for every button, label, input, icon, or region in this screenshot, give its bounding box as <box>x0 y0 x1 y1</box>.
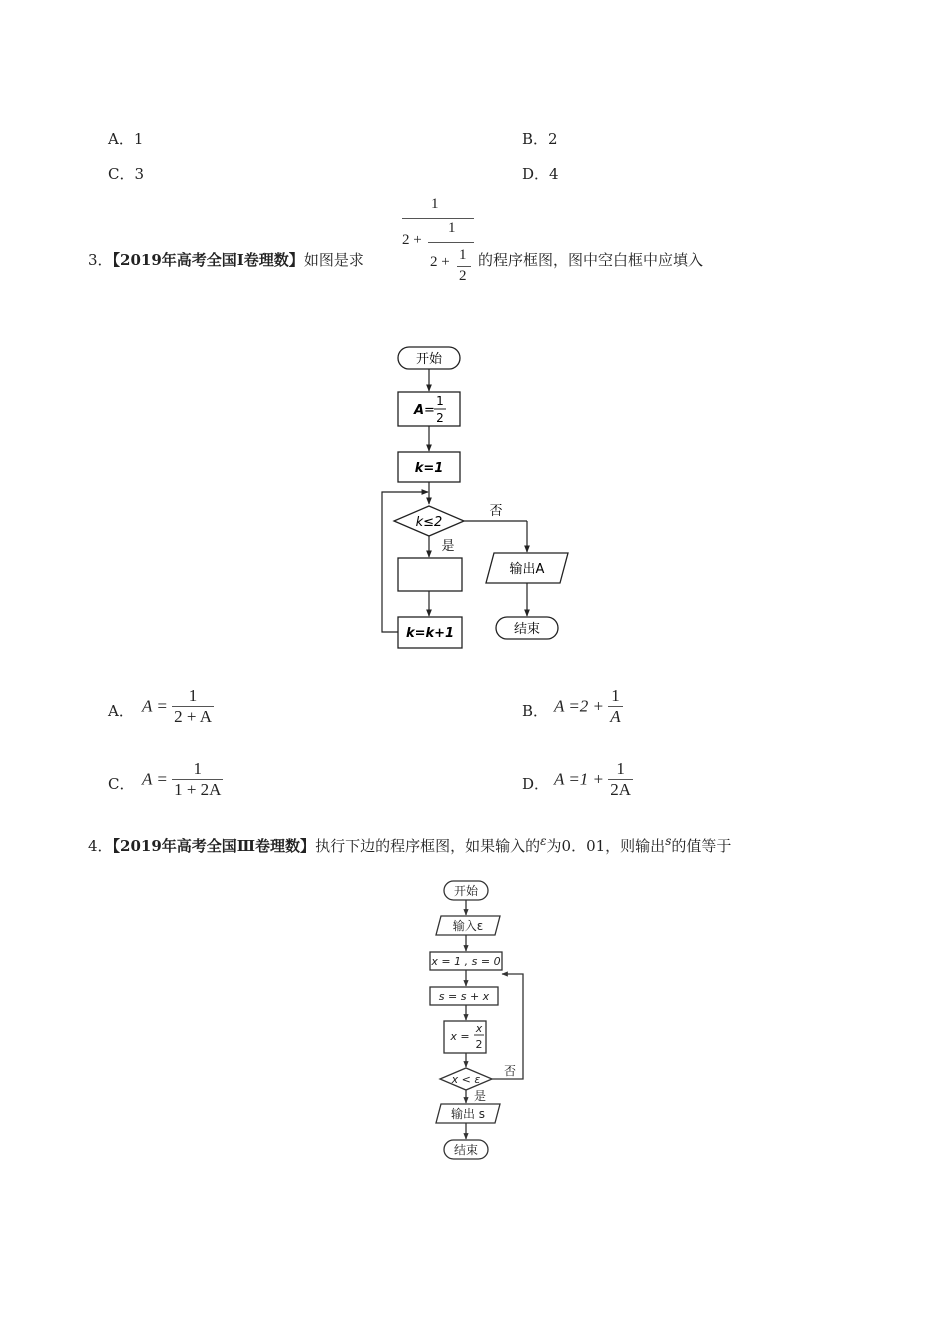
question-number: 4． <box>88 837 113 855</box>
q3-option-c-formula <box>142 759 223 800</box>
update-x-den: 2 <box>475 1038 483 1051</box>
flowchart-q3 <box>370 340 610 660</box>
decision-label: k≤2 <box>415 515 443 530</box>
fraction-bar-1 <box>402 218 474 219</box>
decision-label: x < ε <box>451 1073 481 1086</box>
option-c: C．3 <box>108 165 145 183</box>
option-label: C． <box>108 775 135 793</box>
formula-lhs: A =2 + <box>554 696 605 716</box>
no-label: 否 <box>504 1064 517 1078</box>
output-label: 输出 s <box>450 1107 486 1121</box>
assign-a-eq: = <box>424 403 435 418</box>
assign-a-lhs: A <box>414 403 425 418</box>
end-label: 结束 <box>513 622 541 637</box>
start-label: 开始 <box>415 352 443 367</box>
numerator-3: 1 <box>459 247 467 263</box>
question-number: 3． <box>88 251 113 269</box>
assign-k-label: k=1 <box>414 461 444 476</box>
option-label: D． <box>522 775 550 793</box>
formula-num: 1 <box>193 759 202 778</box>
q3-option-b <box>522 700 548 721</box>
formula-num: 1 <box>616 759 625 778</box>
q3-option-d <box>522 773 549 794</box>
input-label: 输入ε <box>452 919 484 933</box>
init-label: x = 1 , s = 0 <box>431 955 501 968</box>
numerator-2: 1 <box>448 220 456 236</box>
q3-option-a-formula <box>142 686 214 727</box>
expr-two-plus-2: 2 + <box>430 254 450 270</box>
q3-option-a <box>108 700 134 721</box>
end-label: 结束 <box>453 1143 479 1157</box>
q3-option-c <box>108 773 134 794</box>
output-label: 输出A <box>509 562 545 577</box>
flowchart-q4 <box>420 875 560 1165</box>
epsilon-symbol: ε <box>540 834 547 848</box>
update-x-lhs: x = <box>450 1030 470 1043</box>
q3-option-d-formula <box>554 759 633 800</box>
expr-two-plus-1: 2 + <box>402 232 422 248</box>
no-label: 否 <box>489 504 503 519</box>
option-label: B． <box>522 702 549 720</box>
question-text-3: 的值等于 <box>671 837 732 855</box>
formula-lhs: A = <box>142 696 168 716</box>
increment-label: k=k+1 <box>405 626 455 641</box>
formula-den: A <box>610 707 621 726</box>
start-label: 开始 <box>453 884 479 898</box>
yes-label: 是 <box>474 1089 487 1103</box>
option-a: A．1 <box>108 130 144 148</box>
formula-den: 2A <box>610 780 632 799</box>
update-s-label: s = s + x <box>438 990 490 1003</box>
question-3-stem <box>88 249 364 270</box>
update-x-num: x <box>475 1022 483 1035</box>
option-label: A． <box>108 702 134 720</box>
s-symbol: s <box>665 834 672 848</box>
formula-lhs: A = <box>142 769 168 789</box>
fraction-bar-2 <box>428 242 474 243</box>
question-4-stem <box>88 834 731 856</box>
formula-num: 1 <box>611 686 620 705</box>
question-text-2: 为0．01，则输出 <box>546 837 666 855</box>
option-d: D．4 <box>522 165 559 183</box>
yes-label: 是 <box>441 539 455 554</box>
numerator-1: 1 <box>431 196 439 212</box>
assign-a-num: 1 <box>436 394 444 408</box>
denominator-3: 2 <box>459 268 467 284</box>
question-text-1: 执行下边的程序框图，如果输入的 <box>315 837 541 855</box>
fraction-bar-3 <box>457 266 471 267</box>
question-text: 如图是求 <box>303 251 364 269</box>
formula-den: 1 + 2A <box>174 780 222 799</box>
assign-a-den: 2 <box>436 411 444 425</box>
formula-num: 1 <box>188 686 198 705</box>
question-source-tag: 【2019年高考全国Ⅰ卷理数】 <box>112 251 304 269</box>
q3-option-b-formula <box>554 686 623 727</box>
question-3-tail: 的程序框图，图中空白框中应填入 <box>478 251 704 269</box>
question-source-tag: 【2019年高考全国Ⅲ卷理数】 <box>112 837 316 855</box>
formula-lhs: A =1 + <box>554 769 605 789</box>
option-b: B．2 <box>522 130 558 148</box>
blank-box <box>398 558 462 591</box>
formula-den: 2 + A <box>174 707 212 726</box>
continued-fraction <box>400 196 476 292</box>
